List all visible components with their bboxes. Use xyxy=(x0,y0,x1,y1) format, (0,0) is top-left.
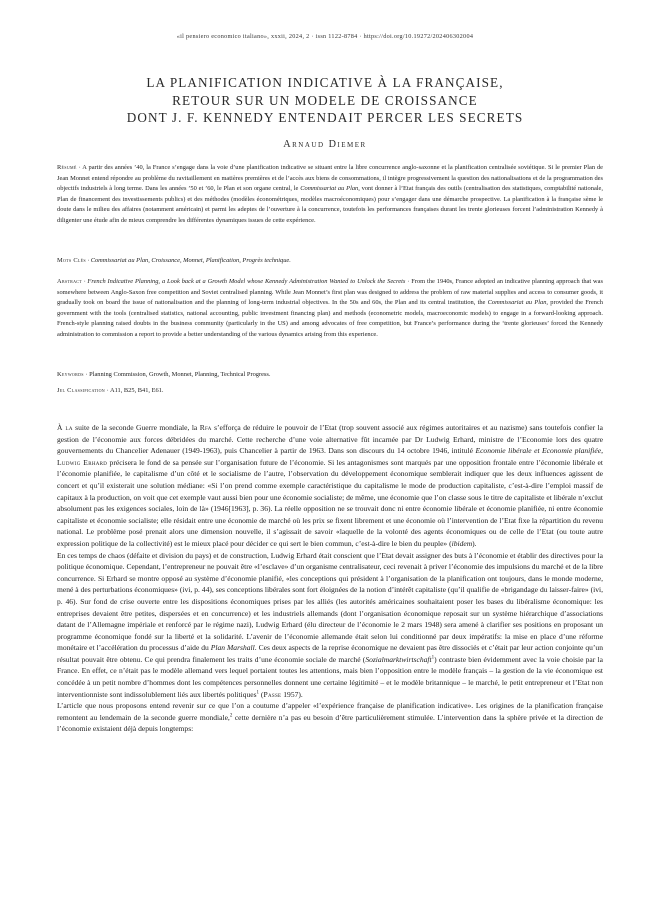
body-text-span: 1957). xyxy=(281,689,303,699)
footnote-marker: 2 xyxy=(229,713,233,719)
body-text-span: . Ces deux aspects de la reprise économique ne devaient pas être dissociés et c’était par leur action conjointe qu’un résultat pouvait être obtenu. Ce qui prendra finalement les traits d’une économie sociale de marché ( xyxy=(57,643,603,664)
body-text-span: suite de la seconde Guerre mondiale, la xyxy=(72,423,200,432)
abstract-block xyxy=(57,277,603,340)
jel-label: Jel Classification xyxy=(57,387,105,394)
mots-cles-label: Mots Clés xyxy=(57,257,86,264)
author-name: Arnaud Diemer xyxy=(283,139,367,150)
body-paragraph-3 xyxy=(57,700,603,735)
body-author-ref: Passe xyxy=(263,689,282,699)
body-abbrev: Rfa xyxy=(199,423,212,432)
body-text-span: ( xyxy=(259,689,264,699)
body-paragraph-2 xyxy=(57,550,603,701)
abstract-text-end: , provided the French government with the tools (centralised statistics, national accounting, public investment financing plan) and methods (econometric models, macroeconomic models) to engage in a forward-looking approach. French-style planning raised doubts in the business community (particularly in the US) and among advocates of free competition, but France’s performance during the ‘trente glorieuses’ forced the Kennedy administration to commission a report to provide a better understanding of the various dynamics arising from this experience. xyxy=(57,299,603,338)
resume-text-end: , vont donner à l’Etat français des outils (centralisation des statistiques, comptabilité nationale, Plan de financement des investissements publics) et des méthodes (modèles économétriques, modèles macroéconomiques) pour s’engager dans une démarche prospective. La planification à la française sème le doute dans le milieu des affaires (notamment américain) et parmi les adeptes de l’ouverture à la concurrence, toutefois les performances françaises durant les trente glorieuses forcent l’administration Kennedy à diligenter une étude afin de mieux comprendre les différentes dynamiques issues de cette expérience. xyxy=(57,185,603,224)
title-line-1: LA PLANIFICATION INDICATIVE À LA FRANÇAISE, xyxy=(146,75,504,90)
jel-text: · A11, B25, B41, E61. xyxy=(104,387,164,394)
footnote-marker: 1 xyxy=(256,690,260,696)
article-body xyxy=(57,422,603,735)
title-line-2: RETOUR SUR UN MODELE DE CROISSANCE xyxy=(172,92,478,108)
body-text-span: En ces temps de chaos (défaite et division du pays) et de construction, Ludwig Erhard était conscient que l’Etat devait assigner des buts à l’économie et établir des directives pour la politique économique. Cependant, l’entrepreneur ne pouvait être «l’esclave» d’un organisme centralisateur, ceci revenait à priver l’économie des impulsions du marché et de la libre concurrence. Si Erhard se montre opposé au système d’économie planifié, «les conceptions qui président à l’organisation de la planification ont toujours, dans le monde moderne, mené à des perturbations économiques» (ivi, p. 44), ses conceptions libérales sont fort éloignées de la notion d’intérêt capitaliste (qu’il qualifie de «brigandage du laisser-faire» (ivi, p. 46). Sur fond de crise ouverte entre les dispositions économiques prises par les alliés (les autorités américaines souhaitaient poser les bases du libéralisme économique: les entreprises devaient être petites, dispersées et en concurrence) et les industriels allemands (dont l’organisation économique reposait sur un système hiérarchique d’associations datant de l’Allemagne impériale et renforcé par le régime nazi), Ludwig Erhard (élu directeur de l’économie le 2 mars 1948) sera amené à clarifier ses positions en proposant un programme économique fondé sur la liberté et la solidarité. L’avenir de l’économie allemande était selon lui conditionné par deux impératifs: la mise en place d’une réforme monétaire et l’accélération du processus d’aide du xyxy=(57,550,603,653)
abstract-emphasis: Commissariat au Plan xyxy=(487,299,547,306)
body-italic-term: Sozialmarktwirtschaft xyxy=(365,654,432,664)
mots-cles-block xyxy=(57,256,603,267)
keywords-text: · Planning Commission, Growth, Monnet, Planning, Technical Progress. xyxy=(83,371,271,378)
mots-cles-text: · Commissariat au Plan, Croissance, Monnet, Planification, Progrès technique. xyxy=(85,257,291,264)
abstract-text: · From the 1940s, France adopted an indicative planning approach that was somewhere between Anglo-Saxon free competition and Soviet centralised planning. While Jean Monnet’s first plan was designed to address the problem of raw material supplies and access to consumer goods, it gradually took on board the issue of nationalisation and the planning of long-term industrial objectives. In the 50s and 60s, the Plan and its central institution, the xyxy=(57,278,603,306)
resume-label: Résumé xyxy=(57,164,77,171)
body-text-span: , xyxy=(601,446,603,456)
body-italic-title: Economie libérale et Economie planifiée xyxy=(475,446,602,456)
body-text-span: L’article que nous proposons entend revenir sur ce que l’on a coutume d’appeler «l’expérience française de planification indicative». Les origines de la planification française remontent au lendemain de la seconde guerre mondiale, xyxy=(57,701,603,722)
resume-block xyxy=(57,163,603,226)
body-italic-term: Plan Marshall xyxy=(210,643,255,653)
body-text-span: précisera le fond de sa pensée sur l’organisation future de l’économie. Si les antagonismes sont marqués par une opposition frontale entre l’économie libérale et l’économie planifiée, le capitalisme d’un côté et le socialisme de l’autre, l’observation du développement économique semblerait indiquer que les deux influences agissent de concert et qu’il existerait une solution médiane: «Si l’on prend comme exemple caractéristique du capitalisme le mode de production capitaliste, c’est-à-dire l’emploi massif de capitaux à la production, on voit que cet exemple vaut aussi bien pour une économie socialiste; de même, une économie que l’on classe sous le titre de capitaliste et libérale n’exclut absolument pas les exigences sociales, loin de là» (1946[1963], p. 36). La réelle opposition ne se trouvait donc ni entre économie libérale et économie planifiée, ni entre économie capitaliste et économie socialiste; elle résidait entre une économie de marché où les prix se fixent librement et une économie où l’intervention de l’Etat fixe la répartition du revenu national. Le problème posé prenait alors une dimension nouvelle, il s’agissait de savoir «laquelle de la volonté des agents économiques ou de celle de l’Etat (ou toute autre expression politique de la collectivité) est le mieux placé pour décider ce qui sert le bien commun, c’est-à-dire le bien du peuple» ( xyxy=(57,457,603,548)
abstract-title: · French Indicative Planning, a Look back at a Growth Model whose Kennedy Administration Wanted to Unlock the Secrets xyxy=(82,278,406,285)
resume-text: · A partir des années ’40, la France s’engage dans la voie d’une planification indicative se situant entre la libre concurrence anglo-saxonne et la planification centralisée soviétique. Si le premier Plan de Jean Monnet entend répondre au problème du ravitaillement en matières premières et de l’accès aux biens de consommations, il intègre progressivement la question des nationalisations et de la programmation des objectifs industriels à long terme. Dans les années ’50 et ’60, le Plan et son organe central, le xyxy=(57,164,603,192)
jel-block xyxy=(57,386,603,397)
running-head: «il pensiero economico italiano», xxxii, 2024, 2 · issn 1122-8784 · https://doi.org/10.19272/202406302004 xyxy=(176,33,474,40)
body-text-span: s’efforça de réduire le pouvoir de l’Etat (trop souvent associé aux régimes autoritaires et au nazisme) sans toutefois confier la gestion de l’économie aux forces débridées du marché. Cette recherche d’une voie alternative fût incarnée par Dr Ludwig Erhard, ministre de l’Economie lors des quatre gouvernements du Chancelier Adenauer (1949-1963), puis Chancelier à partir de 1963. Dans son discours du 14 octobre 1946, intitulé xyxy=(57,423,603,456)
keywords-block xyxy=(57,370,603,381)
body-text-span: cette dernière n’a pas eu besoin d’être particulièrement stimulée. L’intervention dans la sphère privée et la direction de l’économie existaient déjà depuis longtemps: xyxy=(57,712,603,734)
resume-emphasis: Commissariat au Plan xyxy=(300,185,359,192)
keywords-label: Keywords xyxy=(57,371,84,378)
body-paragraph-1 xyxy=(57,422,603,550)
footnote-marker: 1 xyxy=(431,655,435,661)
title-line-3: DONT J. F. KENNEDY ENTENDAIT PERCER LES SECRETS xyxy=(126,110,524,125)
article-title xyxy=(60,74,590,127)
body-text-span: ) contraste bien évidemment avec la voie choisie par la France. En effet, ce n’était pas le modèle allemand vers lequel portaient toutes les attentions, mais bien l’opposition entre le modèle français – la gestion de la vie économique est concédée à un petit nombre d’hommes dont les compétences personnelles donnent une certaine légitimité – et le modèle britannique – le marché, le petit entrepreneur et l’Etat non interventionniste sont indissolublement liés aux libertés politiques xyxy=(57,654,603,699)
drop-cap: À la xyxy=(57,423,73,432)
body-text-span: ). xyxy=(472,538,477,548)
body-italic-ref: ibidem xyxy=(451,538,473,548)
body-author-ref: Ludwig Erhard xyxy=(57,457,108,467)
abstract-label: Abstract xyxy=(57,278,83,285)
